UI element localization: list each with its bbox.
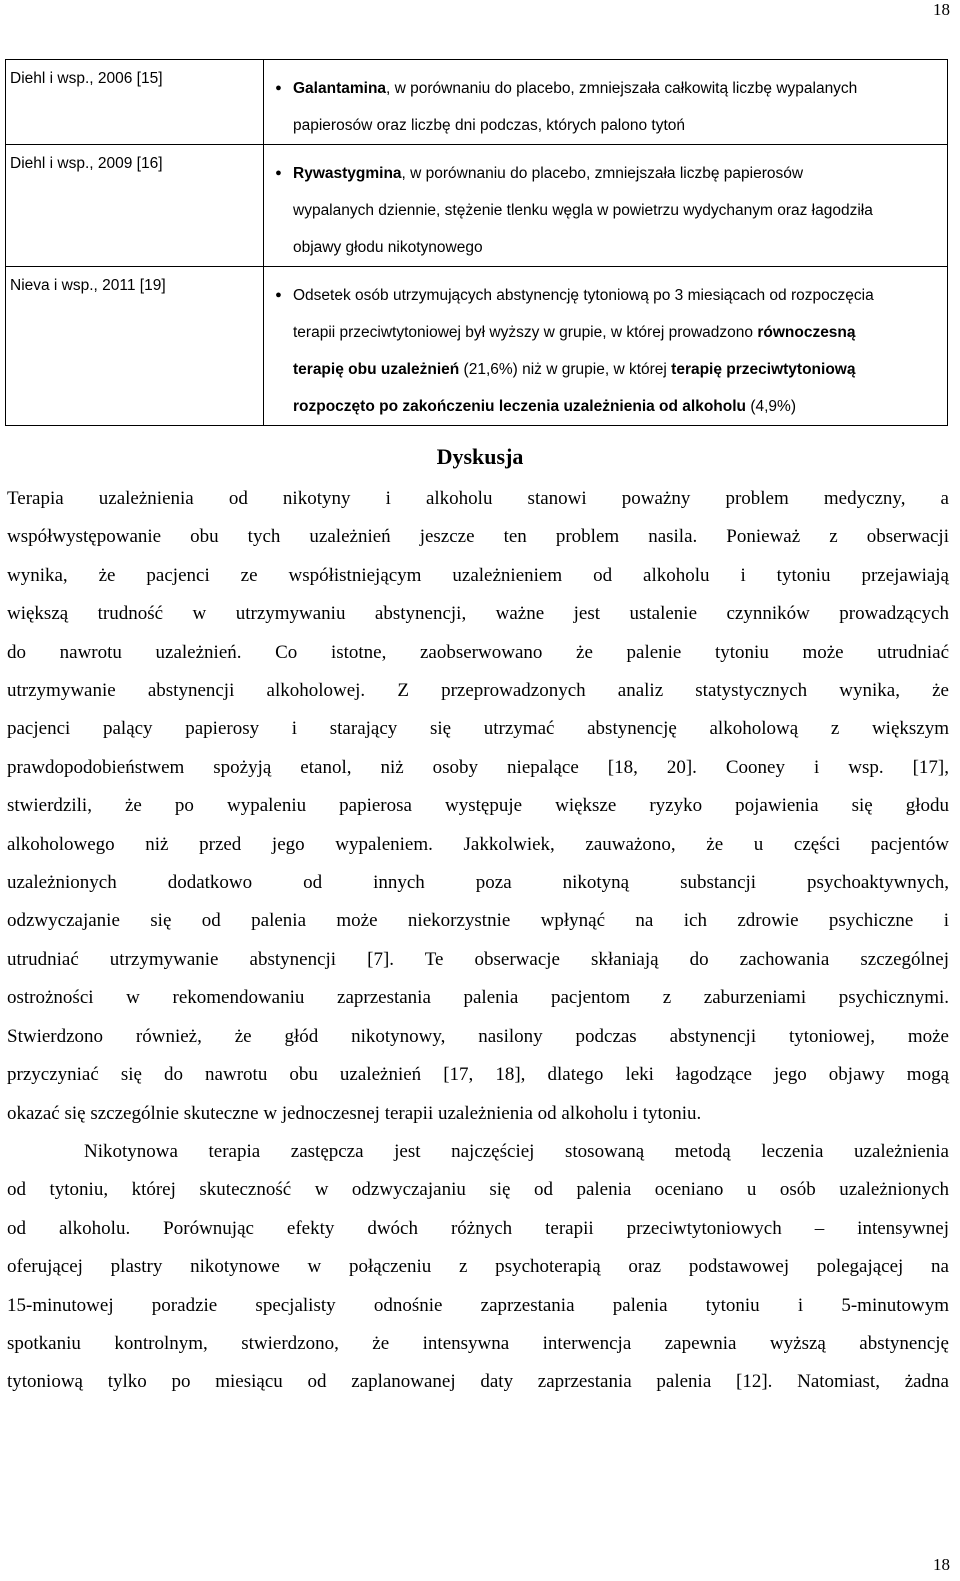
- text-line: od tytoniu, której skuteczność w odzwyczajaniu się od palenia oceniano u osób uzależnionych: [7, 1179, 949, 1201]
- text-line: do nawrotu uzależnień. Co istotne, zaobserwowano że palenie tytoniu może utrudniać: [7, 641, 949, 663]
- bullet-icon: ●: [275, 82, 282, 94]
- author-cell: Nieva i wsp., 2011 [19]: [6, 267, 264, 426]
- section-title: Dyskusja: [436, 444, 524, 469]
- text-line: ostrożności w rekomendowaniu zaprzestania palenia pacjentom z zaburzeniami psychicznymi.: [7, 987, 949, 1009]
- bullet-icon: ●: [275, 167, 282, 179]
- finding-cell: ● Rywastygmina, w porównaniu do placebo, zmniejszała liczbę papierosów wypalanych dziennie, stężenie tlenku węgla w powietrzu wydychanym oraz łagodziła objawy głodu nikotynowego: [264, 145, 948, 267]
- text-line: spotkaniu kontrolnym, stwierdzono, że intensywna interwencja zapewnia wyższą abstynencję: [7, 1332, 949, 1354]
- text-line: 15-minutowej poradzie specjalisty odnośnie zaprzestania palenia tytoniu i 5-minutowym: [7, 1294, 949, 1316]
- text-line: odzwyczajanie się od palenia może niekorzystnie wpłynąć na ich zdrowie psychiczne i: [7, 910, 949, 932]
- bullet-icon: ●: [275, 289, 282, 301]
- paragraph: [7, 1133, 949, 1402]
- page-number-bottom: 18: [933, 1555, 950, 1574]
- table-row: [6, 60, 948, 145]
- text-line: wynika, że pacjenci ze współistniejącym uzależnieniem od alkoholu i tytoniu przejawiają: [7, 564, 949, 586]
- text-line: okazać się szczególnie skuteczne w jednoczesnej terapii uzależnienia od alkoholu i tytoniu.: [7, 1102, 702, 1124]
- finding-cell: ● Galantamina, w porównaniu do placebo, zmniejszała całkowitą liczbę wypalanych papierosów oraz liczbę dni podczas, których palono tytoń: [264, 60, 948, 145]
- paragraph: [7, 480, 949, 1133]
- text-line: przyczyniać się do nawrotu obu uzależnień [17, 18], dlatego leki łagodzące jego objawy mogą: [7, 1064, 949, 1086]
- studies-table: [5, 59, 948, 426]
- text-line: Stwierdzono również, że głód nikotynowy, nasilony podczas abstynencji tytoniowej, może: [7, 1025, 949, 1047]
- author-cell: Diehl i wsp., 2006 [15]: [6, 60, 264, 145]
- text-line: tytoniową tylko po miesiącu od zaplanowanej daty zaprzestania palenia [12]. Natomiast, żadna: [7, 1371, 949, 1393]
- table-row: [6, 145, 948, 267]
- text-line: stwierdzili, że po wypaleniu papierosa występuje większe ryzyko pojawienia się głodu: [7, 795, 949, 817]
- table-row: [6, 267, 948, 426]
- finding-cell: ● Odsetek osób utrzymujących abstynencję tytoniową po 3 miesiącach od rozpoczęcia terapii przeciwtytoniowej był wyższy w grupie, w której prowadzono równoczesną terapię obu uzależnień (21,6%) niż w grupie, w której terapię przeciwtytoniową rozpoczęto po zakończeniu leczenia uzależnienia od alkoholu (4,9%): [264, 267, 948, 426]
- text-line: utrzymywanie abstynencji alkoholowej. Z przeprowadzonych analiz statystycznych wynika, że: [7, 680, 949, 702]
- text-line: oferującej plastry nikotynowe w połączeniu z psychoterapią oraz podstawowej polegającej na: [7, 1256, 949, 1278]
- text-line: uzależnionych dodatkowo od innych poza nikotyną substancji psychoaktywnych,: [7, 872, 949, 894]
- text-line: Terapia uzależnienia od nikotyny i alkoholu stanowi poważny problem medyczny, a: [7, 488, 949, 509]
- page-number-top: 18: [933, 0, 950, 19]
- text-line: większą trudność w utrzymywaniu abstynencji, ważne jest ustalenie czynników prowadzących: [7, 603, 949, 625]
- text-line: Nikotynowa terapia zastępcza jest najczęściej stosowaną metodą leczenia uzależnienia: [84, 1140, 949, 1162]
- text-line: współwystępowanie obu tych uzależnień jeszcze ten problem nasila. Ponieważ z obserwacji: [7, 526, 949, 548]
- author-cell: Diehl i wsp., 2009 [16]: [6, 145, 264, 267]
- text-line: od alkoholu. Porównując efekty dwóch różnych terapii przeciwtytoniowych – intensywnej: [7, 1217, 949, 1239]
- text-line: prawdopodobieństwem spożyją etanol, niż osoby niepalące [18, 20]. Cooney i wsp. [17],: [7, 756, 949, 778]
- body-text: [7, 480, 949, 1402]
- text-line: utrudniać utrzymywanie abstynencji [7]. Te obserwacje skłaniają do zachowania szczególnej: [7, 948, 949, 970]
- text-line: pacjenci palący papierosy i starający się utrzymać abstynencję alkoholową z większym: [7, 718, 949, 740]
- text-line: alkoholowego niż przed jego wypaleniem. Jakkolwiek, zauważono, że u części pacjentów: [7, 833, 949, 855]
